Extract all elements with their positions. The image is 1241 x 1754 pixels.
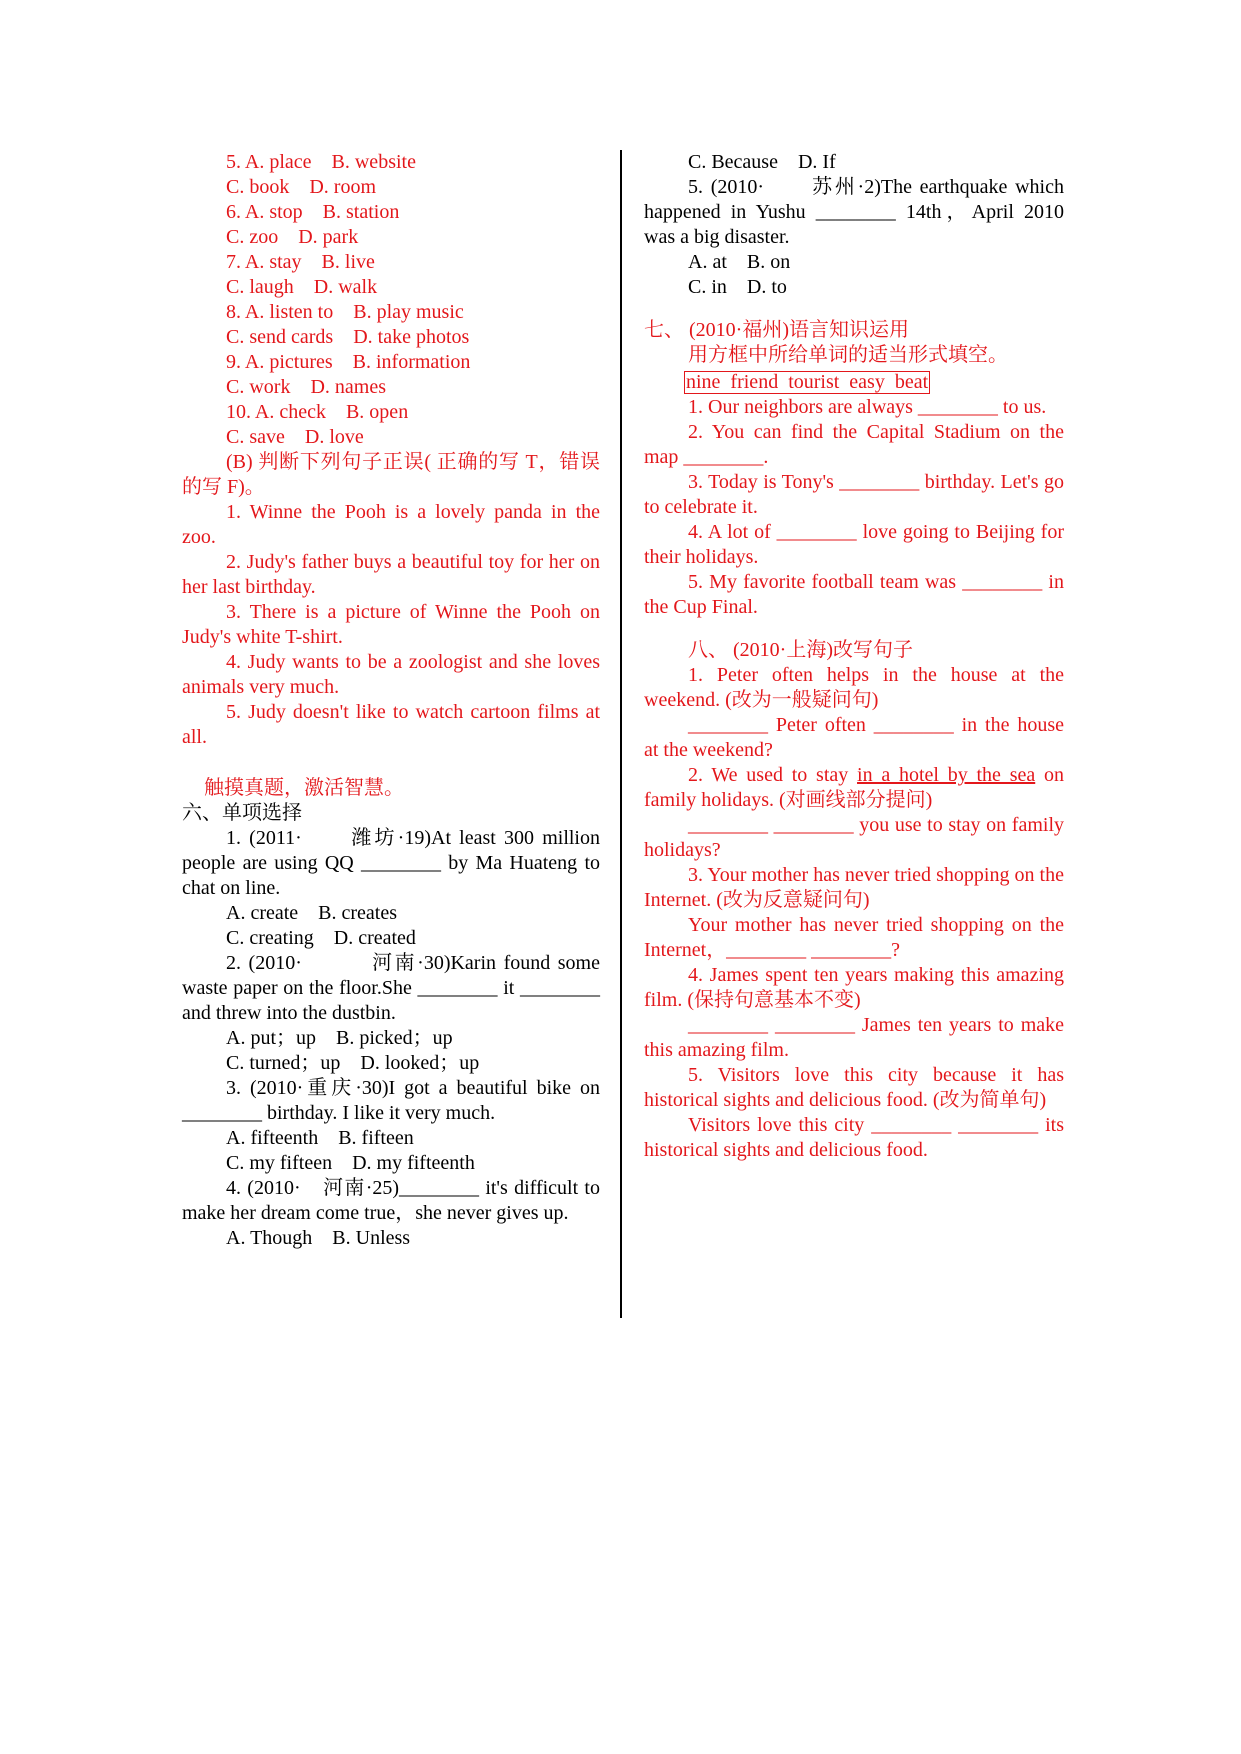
underlined-phrase: in a hotel by the sea bbox=[857, 764, 1036, 786]
fill-item: 1. Our neighbors are always ________ to us. bbox=[688, 396, 1047, 418]
rewrite-item: 3. Your mother has never tried shopping on the Internet. (改为反意疑问句) bbox=[644, 864, 1069, 911]
question: 4. (2010· 河南·25)________ it's difficult to make her dream come true，she never gives up. bbox=[182, 1177, 605, 1224]
question-options: C. turned；up D. looked；up bbox=[226, 1052, 480, 1074]
right-column bbox=[644, 150, 1069, 1163]
fill-item: 3. Today is Tony's ________ birthday. Let's go to celebrate it. bbox=[644, 471, 1069, 518]
section-6-questions bbox=[182, 826, 605, 1251]
option-line: 5. A. place B. website bbox=[226, 151, 416, 173]
fill-item: 5. My favorite football team was ________ in the Cup Final. bbox=[644, 571, 1069, 618]
word-box: nine friend tourist easy beat bbox=[686, 371, 929, 393]
question-options: A. Though B. Unless bbox=[226, 1227, 411, 1249]
rewrite-answer: Visitors love this city ________ ________ its historical sights and delicious food. bbox=[644, 1114, 1069, 1161]
tf-item: 1. Winne the Pooh is a lovely panda in the zoo. bbox=[182, 501, 605, 548]
question-options: C. in D. to bbox=[688, 276, 787, 298]
tf-item: 2. Judy's father buys a beautiful toy for her on her last birthday. bbox=[182, 551, 605, 598]
option-line: C. laugh D. walk bbox=[226, 276, 378, 298]
rewrite-item bbox=[644, 763, 1069, 813]
rewrite-answer: Your mother has never tried shopping on the Internet，________ ________? bbox=[644, 914, 1069, 961]
question-options: A. create B. creates bbox=[226, 902, 398, 924]
question-options: C. creating D. created bbox=[226, 927, 416, 949]
tf-heading: (B) 判断下列句子正误( 正确的写 T，错误的写 F)。 bbox=[182, 451, 600, 498]
tf-item: 5. Judy doesn't like to watch cartoon films at all. bbox=[182, 701, 605, 748]
option-line: 6. A. stop B. station bbox=[226, 201, 400, 223]
reading-options bbox=[182, 150, 600, 450]
section-8-title: 八、 (2010·上海)改写句子 bbox=[688, 639, 913, 661]
section-6-continued bbox=[644, 150, 1069, 300]
option-line: C. save D. love bbox=[226, 426, 364, 448]
section-8 bbox=[644, 638, 1069, 1163]
option-line: C. send cards D. take photos bbox=[226, 326, 470, 348]
tf-item: 4. Judy wants to be a zoologist and she loves animals very much. bbox=[182, 651, 605, 698]
left-column bbox=[182, 150, 605, 1251]
section-7-title: 七、 (2010·福州)语言知识运用 bbox=[644, 319, 909, 341]
question-options: C. my fifteen D. my fifteenth bbox=[226, 1152, 475, 1174]
option-line: 9. A. pictures B. information bbox=[226, 351, 471, 373]
rewrite-item: 4. James spent ten years making this amazing film. (保持句意基本不变) bbox=[644, 964, 1069, 1011]
column-divider bbox=[620, 150, 622, 1318]
rewrite-answer: ________ ________ James ten years to make this amazing film. bbox=[644, 1014, 1069, 1061]
rewrite-answer: ________ ________ you use to stay on family holidays? bbox=[644, 814, 1069, 861]
word-box-row bbox=[644, 368, 1064, 395]
option-line: C. book D. room bbox=[226, 176, 376, 198]
question: 3. (2010·重庆·30)I got a beautiful bike on ________ birthday. I like it very much. bbox=[182, 1077, 605, 1124]
true-false-section bbox=[182, 450, 605, 750]
question-options: A. fifteenth B. fifteen bbox=[226, 1127, 414, 1149]
option-line: 10. A. check B. open bbox=[226, 401, 409, 423]
rewrite-text: 2. We used to stay bbox=[688, 764, 858, 786]
rewrite-text: on family holidays. (对画线部分提问) bbox=[644, 764, 1069, 811]
fill-item: 4. A lot of ________ love going to Beijing for their holidays. bbox=[644, 521, 1069, 568]
rewrite-item: 1. Peter often helps in the house at the weekend. (改为一般疑问句) bbox=[644, 664, 1069, 711]
question: 5. (2010· 苏州·2)The earthquake which happened in Yushu ________ 14th，April 2010 was a big disaster. bbox=[644, 176, 1069, 248]
question: 2. (2010· 河南·30)Karin found some waste paper on the floor.She ________ it ________ and threw into the dustbin. bbox=[182, 952, 605, 1024]
section-7 bbox=[644, 318, 1069, 620]
option-line: C. work D. names bbox=[226, 376, 386, 398]
option-line: C. zoo D. park bbox=[226, 226, 359, 248]
question-options: A. at B. on bbox=[688, 251, 791, 273]
rewrite-answer: ________ Peter often ________ in the house at the weekend? bbox=[644, 714, 1069, 761]
question: 1. (2011· 潍坊·19)At least 300 million people are using QQ ________ by Ma Huateng to chat on line. bbox=[182, 827, 605, 899]
motto: 触摸真题，激活智慧。 bbox=[204, 777, 404, 799]
tf-item: 3. There is a picture of Winne the Pooh on Judy's white T-shirt. bbox=[182, 601, 605, 648]
section-7-instruction: 用方框中所给单词的适当形式填空。 bbox=[688, 344, 1008, 366]
question-options: C. Because D. If bbox=[688, 151, 836, 173]
question-options: A. put；up B. picked；up bbox=[226, 1027, 453, 1049]
option-line: 8. A. listen to B. play music bbox=[226, 301, 464, 323]
fill-item: 2. You can find the Capital Stadium on the map ________. bbox=[644, 421, 1069, 468]
section-6-title: 六、单项选择 bbox=[182, 802, 302, 824]
option-line: 7. A. stay B. live bbox=[226, 251, 375, 273]
rewrite-item: 5. Visitors love this city because it has historical sights and delicious food. (改为简单句) bbox=[644, 1064, 1069, 1111]
